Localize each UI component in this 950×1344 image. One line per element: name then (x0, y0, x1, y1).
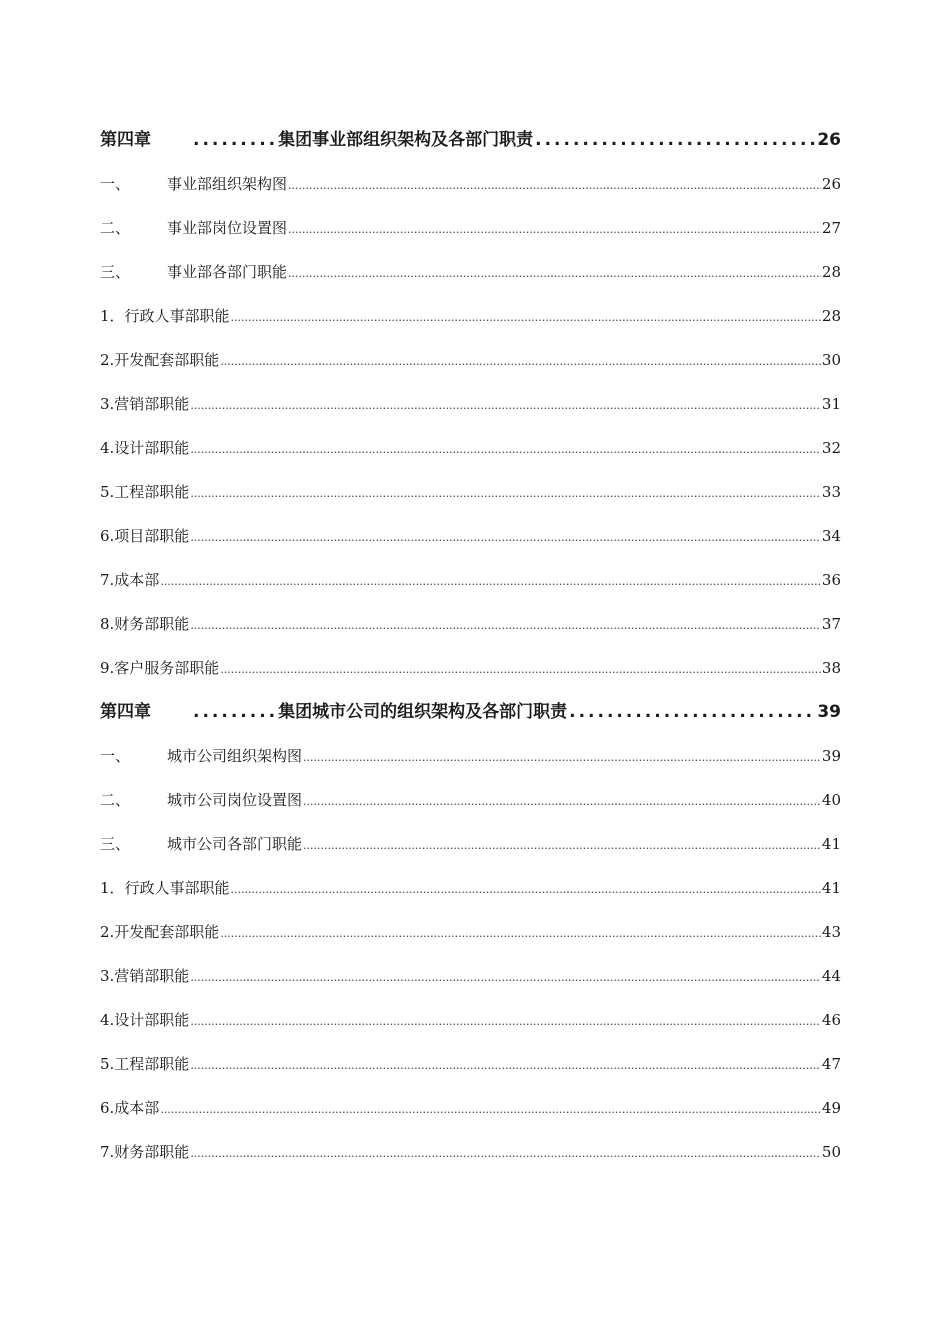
item-title: 2.开发配套部职能 (100, 351, 220, 369)
toc-item-entry[interactable] (100, 426, 841, 470)
item-title: 9.客户服务部职能 (100, 659, 220, 677)
page-number: 43 (821, 923, 841, 941)
toc-item-entry[interactable] (100, 382, 841, 426)
dot-leader (288, 208, 821, 252)
dot-leader (190, 1132, 821, 1176)
item-title: 7.财务部职能 (100, 1143, 190, 1161)
dot-leader (288, 252, 821, 296)
item-title: 3.营销部职能 (100, 967, 190, 985)
chapter-lead-dots: ......... (193, 702, 279, 722)
section-title: 事业部岗位设置图 (167, 219, 288, 237)
page-number: 40 (821, 791, 841, 809)
page-number: 49 (821, 1099, 841, 1117)
dot-leader (190, 516, 821, 560)
dot-leader (231, 868, 821, 912)
dot-leader (231, 296, 821, 340)
toc-item-entry[interactable] (100, 514, 841, 558)
item-title: 1．行政人事部职能 (100, 879, 230, 897)
toc-item-entry[interactable] (100, 954, 841, 998)
section-title: 事业部各部门职能 (167, 263, 288, 281)
section-title: 事业部组织架构图 (167, 175, 288, 193)
dot-leader (190, 604, 821, 648)
toc-item-entry[interactable] (100, 1086, 841, 1130)
page-number: 34 (821, 527, 841, 545)
page-number: 36 (821, 571, 841, 589)
dot-leader (303, 780, 821, 824)
dot-leader (190, 956, 821, 1000)
chapter-title: 集团事业部组织架构及各部门职责 (278, 130, 534, 150)
page-number: 46 (821, 1011, 841, 1029)
toc-section-entry[interactable] (100, 162, 841, 206)
item-title: 5.工程部职能 (100, 1055, 190, 1073)
section-number: 一、 (100, 747, 131, 765)
dot-leader (160, 1088, 821, 1132)
toc-item-entry[interactable] (100, 1130, 841, 1174)
page-number: 32 (821, 439, 841, 457)
dot-leader (303, 736, 821, 780)
section-number: 一、 (100, 175, 131, 193)
table-of-contents (100, 118, 841, 1174)
toc-item-entry[interactable] (100, 866, 841, 910)
page-number: 33 (821, 483, 841, 501)
toc-item-entry[interactable] (100, 998, 841, 1042)
item-title: 6.成本部 (100, 1099, 160, 1117)
toc-chapter-heading[interactable] (100, 118, 841, 162)
toc-item-entry[interactable] (100, 294, 841, 338)
item-title: 1．行政人事部职能 (100, 307, 230, 325)
dot-leader (220, 340, 821, 384)
item-title: 2.开发配套部职能 (100, 923, 220, 941)
item-title: 8.财务部职能 (100, 615, 190, 633)
dot-leader (220, 648, 821, 692)
chapter-lead-dots: ......... (193, 130, 279, 150)
toc-chapter-heading[interactable] (100, 690, 841, 734)
page-number: 31 (821, 395, 841, 413)
section-number: 三、 (100, 835, 131, 853)
toc-section-entry[interactable] (100, 206, 841, 250)
toc-item-entry[interactable] (100, 646, 841, 690)
page-number: 28 (821, 263, 841, 281)
chapter-number: 第四章 (100, 702, 151, 722)
dot-leader (303, 824, 821, 868)
item-title: 4.设计部职能 (100, 1011, 190, 1029)
section-title: 城市公司组织架构图 (167, 747, 303, 765)
section-number: 二、 (100, 791, 131, 809)
dot-leader (535, 118, 816, 162)
toc-section-entry[interactable] (100, 778, 841, 822)
toc-section-entry[interactable] (100, 250, 841, 294)
item-title: 4.设计部职能 (100, 439, 190, 457)
section-number: 二、 (100, 219, 131, 237)
item-title: 3.营销部职能 (100, 395, 190, 413)
toc-item-entry[interactable] (100, 470, 841, 514)
dot-leader (190, 1000, 821, 1044)
page-number: 44 (821, 967, 841, 985)
dot-leader (288, 164, 821, 208)
chapter-number: 第四章 (100, 130, 151, 150)
dot-leader (220, 912, 821, 956)
dot-leader (190, 472, 821, 516)
page-number: 38 (821, 659, 841, 677)
toc-item-entry[interactable] (100, 1042, 841, 1086)
page-number: 39 (821, 747, 841, 765)
page-number: 28 (821, 307, 841, 325)
page-number: 27 (821, 219, 841, 237)
page-number: 30 (821, 351, 841, 369)
dot-leader (569, 690, 816, 734)
toc-item-entry[interactable] (100, 558, 841, 602)
page-number: 39 (817, 702, 841, 722)
page-number: 26 (817, 130, 841, 150)
toc-item-entry[interactable] (100, 910, 841, 954)
page-number: 26 (821, 175, 841, 193)
toc-item-entry[interactable] (100, 602, 841, 646)
dot-leader (190, 428, 821, 472)
item-title: 6.项目部职能 (100, 527, 190, 545)
section-title: 城市公司岗位设置图 (167, 791, 303, 809)
toc-section-entry[interactable] (100, 822, 841, 866)
section-number: 三、 (100, 263, 131, 281)
chapter-title: 集团城市公司的组织架构及各部门职责 (278, 702, 568, 722)
page-number: 47 (821, 1055, 841, 1073)
page-number: 37 (821, 615, 841, 633)
page-number: 41 (821, 879, 841, 897)
toc-section-entry[interactable] (100, 734, 841, 778)
dot-leader (190, 384, 821, 428)
dot-leader (160, 560, 821, 604)
page-number: 41 (821, 835, 841, 853)
toc-item-entry[interactable] (100, 338, 841, 382)
dot-leader (190, 1044, 821, 1088)
section-title: 城市公司各部门职能 (167, 835, 303, 853)
item-title: 5.工程部职能 (100, 483, 190, 501)
page-number: 50 (821, 1143, 841, 1161)
item-title: 7.成本部 (100, 571, 160, 589)
